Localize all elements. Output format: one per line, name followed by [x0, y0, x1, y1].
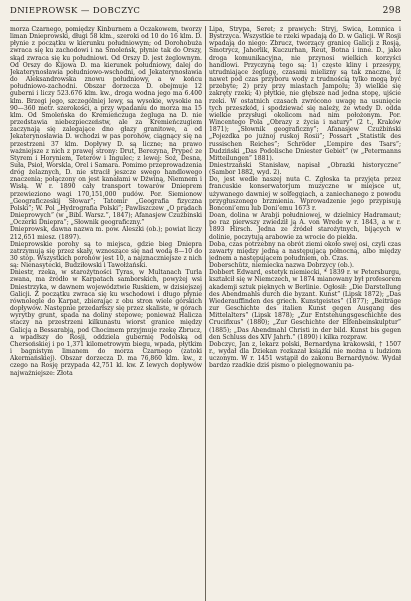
entry-do: Do, jest wedle naszej nuta C. Zgłoska ta przyjęta przez francuskie konserwatorjum muzyczne w miejsce ut, używanego dawniej w solfeggiach, a zaniechanego z powodu przygłuszonego brzmienia. Wprowadzenie jego przypisują Bonconi’emu lub Doni’emu 1673 r. — [209, 176, 401, 212]
entry-dobbert: Dobbert Edward, estetyk niemiecki, * 1839 r. w Petersburgu, kształcił się w Niemczech, w 1874 mianowany był profesorem akademji sztuk pięknych w Berlinie. Ogłosił: „Die Darstellung des Abendmahls durch die byzant. Kunst” (Lipsk 1872); „Das Wiederauffinden des griech. Kunstgeistes” (1877); „Beiträge zur Geschichte des italien Kunst gegen Ausgang des Mittelalters” (Lipsk 1878); „Zur Entstehungsgeschichte des Crucifixus” (1880); „Zur Geschichte der Elfenbeinskulptur” (1885); „Das Abendmahl Christi in der bild. Kunst bis gegen den Schluss des XIV Jahrh.” (1890) i kilka rozpraw. — [209, 269, 401, 341]
running-head-title: DNIEPROWSK — DOBCZYC — [10, 6, 141, 16]
entry-dnieprowsk: Dnieprowsk, dawna nazwa m. pow. Aleszki (ob.); powiat liczy 212,651 miesz. (1897). — [10, 226, 202, 241]
running-header — [10, 6, 401, 21]
text-columns — [10, 26, 401, 601]
entry-dniepr: morza Czarnego, pomiędzy Kinburnem a Oczakowem, tworzy liman Dnieprowski, długi 58 klm., szeroki od 10 do 16 klm. D. płynie z początku w kierunku południowym; od Dorohobuża zwraca się ku zachodowi i na Smoleńsk, płynie tak do Orszy, skąd zwraca się ku południowi. Od Orszy D. jest żeglownym. Od Orszy do Kijowa D. ma kierunek południowy, dalej do Jekaterynosławia południowo-wschodni, od Jekaterynosławia do Aleksandrowska znowu południowy, a w końcu południowo-zachodni. Obszar dorzecza D. obejmuje 12 guberni i liczy 523.676 klm. kw., droga wodna jego ma 6.400 klm. Brzegi jego, szczególniej lewy, są wysokie, wysokie na 90—360 metr. szerokości, a przy wpadaniu do morza ma 15 klm. Od Smoleńska do Kremieńczuga żegluga na D. nie przedstawia niebezpieczeństw, ale za Kremieńczugiem zaczynają się zalegające dno głazy granitowe, a od Jekaterynosławia D. wchodzi w pas porohów, ciągnący się na przestrzeni 37 klm. Dopływy D. są liczne; na prawo ważniejsze z nich z prawej strony: Drut, Berezyna, Prypeć ze Styrem i Horyniem, Teterów i Ingulec; z lewej: Soż, Desna, Suła, Psioł, Worskla, Orel i Samara. Pomimo przeprowadzenia dróg żelaznych, D. nie stracił jeszcze swego handlowego znaczenia; połączony on jest kanałami w Dźwiną, Niemnem i Wisłą. W r. 1890 cały transport towarów Dnieprem przewieziono wagi 170,151,000 pudów. Por. Siemionow „Geograficzeskij Słowar”; Tatomir „Geografia fizyczna Polski”; W. Pol „Hydrografia Polski”; Pawliszczew „O prądach Dnieprowych” (w „Bibl. Warsz.”, 1847); Afanasjew Czużbinski „Oczerki Dniepra”; „Słownik geograficzny.” — [10, 26, 202, 227]
right-column — [209, 26, 401, 601]
entry-dniestrzanski: Dniestrzański Stanisław, napisał „Obrazki historyczne” (Sambor 1882, wyd. 2). — [209, 161, 401, 177]
entry-dniestr: Dniestr, rzeka, w starożytności Tyras, w Multanach Turla zwana, ma źródło w Karpatach samborskich, powyżej wsi Dniestrzyka, w dawnem województwie Ruskiem, w dzisiejszej Galicji. Z początku zwraca się ku wschodowi i długo płynie równolegle do Karpat, zbierając z obu stron wiele górskich dopływów. Następnie przedarłszy się przez skaliste, w górach wyrytby grunt, spada na doliny stepowe; ponieważ Halicza staczy na przestrzeni kilkunastu wiorst granice między Galicją a Bessarabją, pod Chocimem przyjmuje rzekę Zbrucz, a wpadłszy do Rosji, oddziela gubernię Podolską od Chersońskiej i po 1,371 kilometrowym biegu, wpada, płytkim i bagnistym limanem do morza Czarnego (zatoki Akermańskiej). Obszar dorzecza D. ma 76,860 klm. kw., z czego na Rosję przypada 42,751 kl. kw. Z lewych dopływów najważniejsze: Złota — [10, 269, 202, 377]
entry-doba: Doba, czas potrzebny na obrót ziemi około swej osi, czyli czas zawarty między jedną a następującą północną, albo między jednem a następującem południem, ob. Czas. — [209, 240, 401, 262]
page-number: 298 — [382, 6, 401, 16]
entry-dnieprowskie-porohy: Dnieprowskie porohy są to miejsca, gdzie bieg Dniepra zatrzymują się przez skały, wznoszące się nad wodą 8—10 do 30 stóp. Wszystkich porohów jest 10, a najznaczniejsze z nich są: Nienasytecki, Budziłowski i Tawołżański. — [10, 240, 202, 270]
entry-doberschutz: Doberschütz, niemiecka nazwa Dobrzycy (ob.). — [209, 262, 354, 270]
entry-dobczyc: Dobczyc, Jan z, lekarz polski, Bernardyna krakowski, † 1507 r., wydał dla Dziekan rozkazał książki nie można u ludziom uczonym. W r. 1451 wstąpił do zakonu Bernardynów. Wydał bardzo rzadkie dziś pismo o pielęgnowaniu pa- — [209, 340, 401, 370]
left-column — [10, 26, 202, 601]
entry-doan: Doan, dolina w Arabji południowej, w dzielnicy Hadramaut; po raz pierwszy zwiedził ją A. von Wrede w r. 1843, a w r. 1893 Hirsch. Jedna ze źródeł starożytnych, bijących w dolinie, poczytują arabowie za wrocie do piekła. — [209, 212, 401, 241]
column-divider — [205, 26, 206, 601]
entry-dniestr-cont: Lipa, Strypa, Seret; z prawych: Stryj, Świca, Łomnica i Bystrzyca. Wszystkie te rzeki wpadają do D. w Galicji. W Rosji wpadają do niego: Zbrucz, tworzący granicę Galicji z Rosją, Smotrycz, Jahorlik, Kuczurhan, Reut, Botna i inne. D., jako droga komunikacyjna, nie przynosi wielkich korzyści handlowi. Przyczyną tego są: 1) częste kliny i przesypy, utrudniające żeglugę, czasami mielizny są tak znaczne, iż nawet pod czas przyboru wody z trudnością tylko mogą być przebyte; 2) przy przy miastach Jampolu; 3) wielkie się zakręty rzeki; 4) płytkie, nie głębsze nad jedna stopę, ujście rzeki. W ostatnich czasach zwrócono uwagę na usunięcie tych przeszkód, i spodziewać się należy, że wtedy D. odda wielkie przysługi okolicom nad nim położonym. Por. Wincentego Pola „Obrazy z życia i natury” (2 t., Kraków 1871); „Słownik geograficzny”; Afanasjew Czużbiński „Pojezdka po jużnoj ruskoj Rosii”; Possart „Statistik des russischen Reiches”; Schröder „L’empire des Tsars”; Dudziński „Das Podolische Dniester Gebiet” (w „Petermanns Mitteilungen” 1881). — [209, 26, 401, 162]
